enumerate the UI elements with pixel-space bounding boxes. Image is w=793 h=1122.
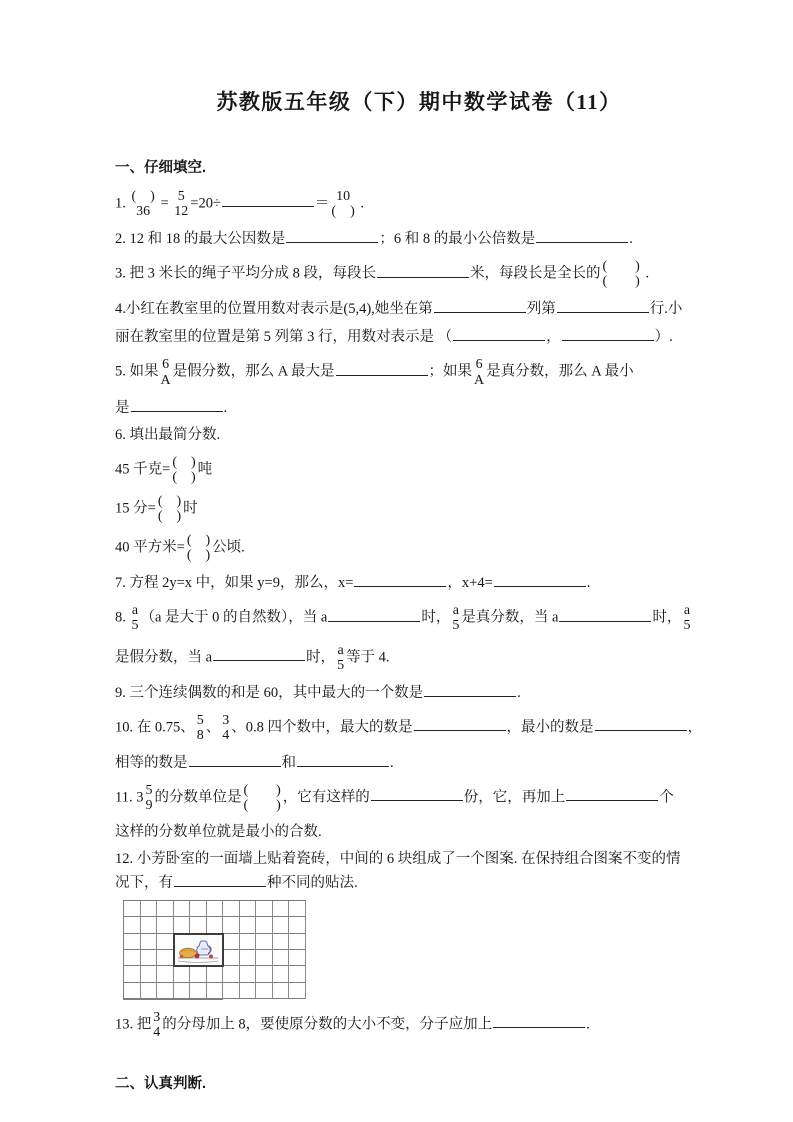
answer-blank	[494, 572, 586, 587]
fraction	[151, 1010, 162, 1040]
fraction-denominator: ( )	[186, 548, 211, 564]
grid-cell	[207, 983, 224, 999]
text-segment: 一、仔细填空.	[115, 160, 207, 176]
question-4-line-2	[115, 326, 723, 348]
grid-cell	[289, 917, 306, 933]
question-6	[115, 425, 723, 446]
fraction-numerator: 6	[162, 357, 170, 373]
fraction	[195, 713, 206, 743]
answer-blank	[222, 192, 314, 207]
text-segment: 6. 填出最简分数.	[115, 426, 221, 443]
fraction	[130, 603, 141, 633]
grid-cell	[273, 901, 290, 917]
text-segment: 5. 如果	[115, 363, 159, 380]
fraction-numerator: ( )	[157, 493, 182, 509]
grid-cell	[240, 901, 257, 917]
answer-blank	[371, 786, 463, 801]
answer-blank	[131, 397, 223, 412]
text-segment: 8.	[115, 609, 130, 626]
grid-cell	[273, 917, 290, 933]
text-segment: 种不同的贴法.	[267, 875, 358, 892]
question-5-line-1	[115, 357, 723, 387]
grid-cell	[240, 950, 257, 966]
question-6-item-2	[115, 494, 723, 524]
text-segment: .	[390, 754, 394, 771]
grid-cell	[273, 966, 290, 982]
section-2-heading	[115, 1074, 723, 1095]
tile-grid	[123, 900, 306, 1000]
fraction-numerator: ( )	[172, 454, 196, 470]
grid-cell	[157, 999, 174, 1000]
question-5-line-2	[115, 397, 723, 419]
text-segment: 40 平方米=	[115, 539, 185, 556]
fraction	[159, 357, 173, 387]
answer-blank	[414, 716, 506, 731]
grid-cell	[157, 950, 174, 966]
fraction-denominator: ( )	[331, 204, 355, 220]
grid-cell	[289, 901, 306, 917]
grid-cell	[207, 917, 224, 933]
still-life-tile-picture	[173, 933, 225, 968]
text-segment: 的分母加上 8，要使原分数的大小不变，分子应加上	[162, 1016, 493, 1033]
section-1-heading	[115, 158, 723, 179]
question-4-line-1	[115, 298, 723, 320]
text-segment: 况下，有	[115, 875, 173, 892]
fraction-numerator: 3	[222, 712, 230, 728]
grid-cell	[124, 901, 141, 917]
grid-cell	[207, 966, 224, 982]
answer-blank	[434, 298, 526, 313]
fraction-denominator: ( )	[157, 508, 182, 524]
text-segment: 、0.8 四个数中，最大的数是	[231, 719, 413, 736]
answer-blank	[189, 752, 281, 767]
text-segment: .	[356, 195, 364, 212]
text-segment: 二、认真判断.	[115, 1076, 207, 1093]
text-segment: 时，	[306, 648, 336, 665]
text-segment: 份，它，再加上	[463, 789, 566, 806]
fraction-numerator: a	[337, 642, 344, 658]
fraction-denominator: 4	[222, 727, 230, 743]
fraction-denominator: 8	[196, 727, 204, 743]
text-segment: 是	[115, 399, 130, 416]
text-segment: 是假分数，当 a	[115, 648, 213, 665]
fraction-denominator: 5	[452, 618, 460, 634]
grid-cell	[157, 901, 174, 917]
text-segment: ，	[687, 719, 702, 736]
text-segment: 3. 把 3 米长的绳子平均分成 8 段，每段长	[115, 265, 376, 282]
grid-cell	[124, 950, 141, 966]
fraction	[143, 783, 154, 813]
grid-cell	[190, 901, 207, 917]
fraction-numerator: ( )	[602, 259, 640, 275]
question-8-line-1	[115, 603, 723, 633]
text-segment: .	[223, 399, 228, 416]
text-segment: 等于 4.	[346, 648, 390, 665]
text-segment: ，它有这样的	[282, 789, 370, 806]
fraction-denominator: 12	[174, 204, 189, 220]
answer-blank	[213, 646, 305, 661]
text-segment: .	[586, 1016, 590, 1033]
grid-cell	[289, 934, 306, 950]
text-segment: 2. 12 和 18 的最大公因数是	[115, 231, 286, 248]
exam-title: 苏教版五年级（下）期中数学试卷（11）	[216, 90, 622, 114]
text-segment: ，最小的数是	[506, 719, 594, 736]
grid-cell	[256, 917, 273, 933]
fraction	[335, 643, 346, 673]
fraction	[172, 189, 190, 219]
text-segment: ，x+4=	[447, 575, 493, 592]
grid-cell	[256, 901, 273, 917]
grid-cell	[174, 917, 191, 933]
grid-cell	[174, 966, 191, 982]
text-segment: 行.小	[649, 301, 683, 318]
grid-cell	[141, 901, 158, 917]
answer-blank	[424, 682, 516, 697]
answer-blank	[297, 752, 389, 767]
fraction-denominator: 9	[145, 798, 153, 814]
fraction-numerator: 5	[145, 782, 153, 798]
text-segment: 是假分数，那么 A 最大是	[172, 363, 335, 380]
grid-cell	[273, 934, 290, 950]
grid-cell	[124, 917, 141, 933]
grid-cell	[256, 950, 273, 966]
grid-cell	[273, 950, 290, 966]
text-segment: 吨	[197, 461, 213, 478]
text-segment: .	[641, 265, 650, 282]
text-segment: 时，	[652, 609, 682, 626]
text-segment: .	[517, 684, 521, 701]
fraction-numerator: ( )	[186, 533, 211, 549]
grid-cell	[124, 966, 141, 982]
grid-cell	[207, 999, 224, 1000]
text-segment: ）.	[654, 329, 673, 346]
question-12-line-1	[115, 849, 723, 870]
fraction-denominator: 5	[337, 657, 345, 673]
text-segment: 、	[205, 719, 221, 736]
grid-cell	[157, 983, 174, 999]
grid-cell	[141, 999, 158, 1000]
grid-cell	[141, 950, 158, 966]
text-segment: 13. 把	[115, 1016, 152, 1033]
fraction	[329, 189, 356, 219]
still-life-icon	[177, 937, 219, 964]
fraction-denominator: ( )	[243, 798, 281, 814]
answer-blank	[536, 228, 628, 243]
grid-cell	[124, 983, 141, 999]
text-segment: ；6 和 8 的最小公倍数是	[379, 231, 536, 248]
grid-cell	[207, 901, 224, 917]
fraction-denominator: ( )	[602, 274, 640, 290]
question-11-line-2	[115, 822, 723, 843]
fraction-numerator: 5	[196, 712, 204, 728]
grid-cell	[223, 983, 240, 999]
fraction-numerator: a	[131, 603, 139, 619]
fraction-numerator: ( )	[243, 782, 281, 798]
text-segment: 9. 三个连续偶数的和是 60，其中最大的一个数是	[115, 684, 424, 701]
question-10-line-1	[115, 713, 723, 743]
question-3	[115, 259, 723, 289]
question-8-line-2	[115, 643, 723, 673]
text-segment: 丽在教室里的位置是第 5 列第 3 行，用数对表示是 （	[115, 329, 453, 346]
grid-cell	[157, 917, 174, 933]
grid-cell	[124, 934, 141, 950]
text-segment: 1.	[115, 195, 130, 212]
fraction-numerator: 6	[475, 357, 483, 373]
question-11-line-1	[115, 783, 723, 813]
fraction	[241, 783, 282, 813]
text-segment: 11. 3	[115, 789, 144, 806]
text-segment: 4.小红在教室里的位置用数对表示是(5,4),她坐在第	[115, 301, 433, 318]
answer-blank	[174, 872, 266, 887]
question-12-figure	[123, 900, 723, 1000]
grid-cell	[190, 966, 207, 982]
fraction-denominator: A	[474, 372, 485, 388]
answer-blank	[562, 326, 654, 341]
grid-cell	[223, 917, 240, 933]
grid-cell	[223, 950, 240, 966]
text-segment: 7. 方程 2y=x 中，如果 y=9，那么，x=	[115, 575, 354, 592]
grid-cell	[256, 966, 273, 982]
fraction-denominator: 4	[153, 1025, 161, 1041]
answer-blank	[336, 361, 428, 376]
fraction-denominator: 5	[131, 618, 139, 634]
grid-cell	[141, 917, 158, 933]
text-segment: .	[586, 575, 591, 592]
text-segment: 个	[659, 789, 674, 806]
grid-cell	[223, 901, 240, 917]
answer-blank	[328, 607, 420, 622]
answer-blank	[286, 228, 378, 243]
text-segment: 公顷.	[212, 539, 245, 556]
text-segment: ＝	[314, 195, 330, 212]
fraction	[130, 189, 157, 219]
fraction-denominator: 5	[683, 618, 691, 634]
fraction-denominator: 36	[136, 204, 151, 220]
grid-cell	[273, 983, 290, 999]
grid-cell	[174, 999, 191, 1000]
text-segment: 米，每段长是全长的	[470, 265, 601, 282]
grid-cell	[190, 917, 207, 933]
answer-blank	[453, 326, 545, 341]
text-segment: 是真分数，当 a	[461, 609, 559, 626]
fraction-numerator: 5	[177, 189, 185, 204]
grid-cell	[223, 966, 240, 982]
grid-cell	[174, 901, 191, 917]
fraction-numerator: 3	[153, 1009, 161, 1025]
fraction-numerator: 10	[336, 189, 351, 204]
fraction	[220, 713, 231, 743]
grid-cell	[240, 983, 257, 999]
answer-blank	[559, 607, 651, 622]
fraction-numerator: a	[683, 603, 691, 619]
answer-blank	[377, 263, 469, 278]
text-segment: .	[629, 231, 633, 248]
question-13	[115, 1010, 723, 1040]
fraction-denominator: A	[160, 372, 171, 388]
grid-cell	[141, 966, 158, 982]
text-segment: =20÷	[190, 195, 221, 212]
text-segment: 10. 在 0.75、	[115, 719, 195, 736]
text-segment: 和	[281, 754, 296, 771]
fraction-denominator: ( )	[172, 469, 196, 485]
grid-cell	[256, 934, 273, 950]
grid-cell	[223, 934, 240, 950]
fraction-numerator: a	[452, 603, 459, 619]
grid-cell	[289, 950, 306, 966]
text-segment: 的分数单位是	[154, 789, 242, 806]
grid-cell	[157, 934, 174, 950]
text-segment: 时，	[421, 609, 451, 626]
fraction-numerator: ( )	[131, 189, 155, 204]
fraction	[681, 603, 692, 633]
answer-blank	[493, 1013, 585, 1028]
question-9	[115, 682, 723, 704]
grid-cell	[124, 999, 141, 1000]
grid-cell	[289, 983, 306, 999]
text-segment: 45 千克=	[115, 461, 171, 478]
text-segment: 这样的分数单位就是最小的合数.	[115, 824, 322, 841]
grid-cell	[157, 966, 174, 982]
answer-blank	[566, 786, 658, 801]
text-segment: ，	[546, 329, 561, 346]
grid-cell	[141, 934, 158, 950]
question-10-line-2	[115, 752, 723, 774]
text-segment: =	[156, 195, 173, 212]
grid-cell	[240, 966, 257, 982]
text-segment: 时	[183, 500, 198, 517]
grid-cell	[240, 934, 257, 950]
grid-cell	[256, 983, 273, 999]
fraction	[450, 603, 461, 633]
question-1	[115, 189, 723, 219]
answer-blank	[557, 298, 649, 313]
grid-cell	[190, 999, 207, 1000]
text-segment: 列第	[526, 301, 556, 318]
text-segment: 是真分数，那么 A 最小	[486, 363, 634, 380]
text-segment: 12. 小芳卧室的一面墙上贴着瓷砖，中间的 6 块组成了一个图案. 在保持组合图案不变的情	[115, 851, 681, 868]
fraction	[170, 455, 197, 485]
fraction	[185, 533, 212, 563]
question-6-item-3	[115, 533, 723, 563]
grid-cell	[240, 917, 257, 933]
fraction	[601, 259, 642, 289]
fraction	[472, 357, 486, 387]
answer-blank	[595, 716, 687, 731]
grid-cell	[141, 983, 158, 999]
text-segment: ；如果	[428, 363, 473, 380]
answer-blank	[354, 572, 446, 587]
text-segment: 15 分=	[115, 500, 156, 517]
grid-cell	[190, 983, 207, 999]
question-2	[115, 228, 723, 250]
question-6-item-1	[115, 455, 723, 485]
grid-cell	[174, 983, 191, 999]
text-segment: （a 是大于 0 的自然数），当 a	[140, 609, 328, 626]
question-7	[115, 572, 723, 594]
question-12-line-2	[115, 872, 723, 894]
text-segment: 相等的数是	[115, 754, 188, 771]
fraction	[156, 494, 183, 524]
grid-cell	[289, 966, 306, 982]
